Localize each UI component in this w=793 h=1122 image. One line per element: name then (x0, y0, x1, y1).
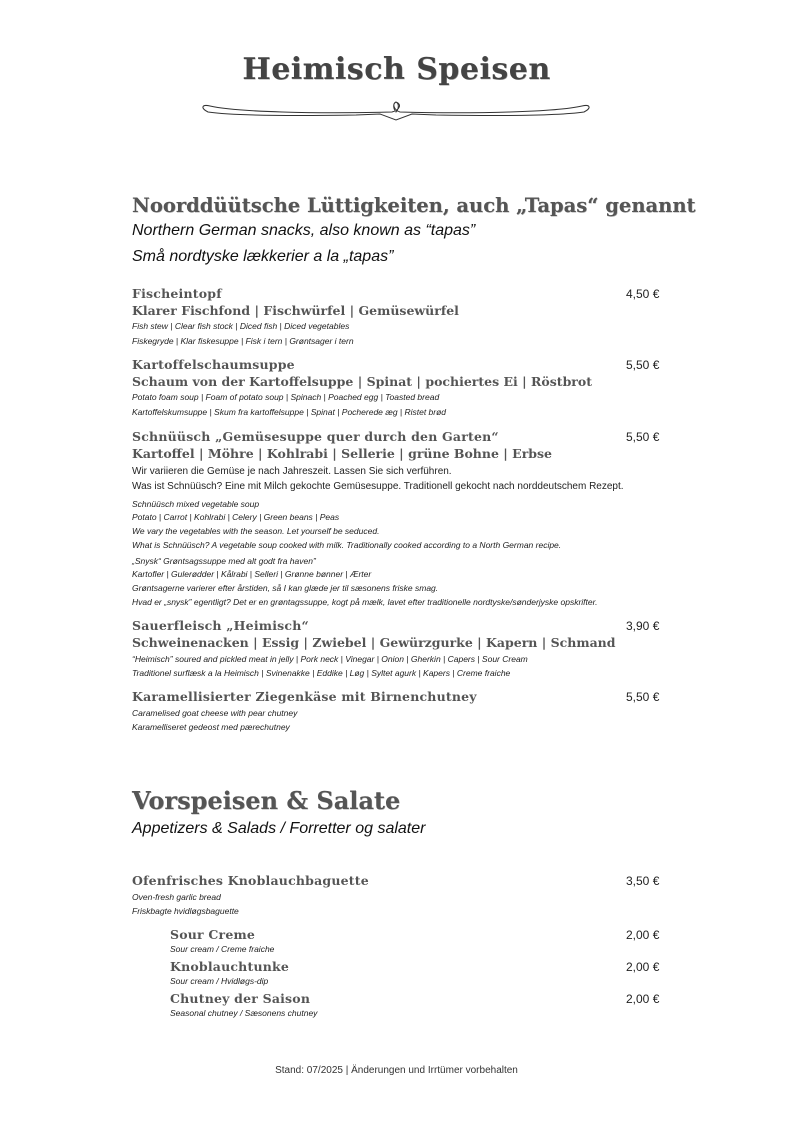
item-desc-en: Caramelised goat cheese with pear chutney (132, 708, 298, 718)
page-title: Heimisch Speisen (242, 52, 551, 87)
item-desc-da: Traditionel surflæsk a la Heimisch | Svinenakke | Eddike | Løg | Syltet agurk | Kapers | Creme fraiche (132, 668, 511, 678)
item-ingredients: Kartoffel | Möhre | Kohlrabi | Sellerie | grüne Bohne | Erbse (132, 446, 553, 461)
item-ingredients: Schaum von der Kartoffelsuppe | Spinat | pochiertes Ei | Röstbrot (132, 374, 593, 389)
item-desc-en: Fish stew | Clear fish stock | Diced fish | Diced vegetables (132, 321, 350, 331)
item-name: Sour Creme (170, 927, 256, 942)
item-name: Kartoffelschaumsuppe (132, 357, 295, 372)
item-note: Wir variieren die Gemüse je nach Jahreszeit. Lassen Sie sich verführen. (132, 466, 452, 477)
item-price: 5,50 € (626, 430, 660, 444)
item-name: Chutney der Saison (170, 991, 311, 1006)
item-desc: Seasonal chutney / Sæsonens chutney (170, 1008, 318, 1018)
item-desc: Sour cream / Hvidløgs-dip (170, 976, 269, 986)
item-price: 3,50 € (626, 874, 660, 888)
item-desc-en: Oven-fresh garlic bread (132, 892, 221, 902)
item-desc-en: Potato foam soup | Foam of potato soup | Spinach | Poached egg | Toasted bread (132, 392, 440, 402)
item-desc-en: “Heimisch” soured and pickled meat in jelly | Pork neck | Vinegar | Onion | Gherkin | Capers | Sour Cream (132, 654, 528, 664)
item-name: Fischeintopf (132, 286, 222, 301)
item-desc-da: Kartofler | Gulerødder | Kålrabi | Selleri | Grønne bønner | Ærter (132, 569, 372, 579)
item-name: Karamellisierter Ziegenkäse mit Birnenchutney (132, 689, 477, 704)
item-price: 5,50 € (626, 358, 660, 372)
item-desc-en: Potato | Carrot | Kohlrabi | Celery | Green beans | Peas (132, 512, 340, 522)
item-note: Was ist Schnüüsch? Eine mit Milch gekochte Gemüsesuppe. Traditionell gekocht nach norddeutschem Rezept. (132, 481, 624, 492)
item-name: Schnüüsch „Gemüsesuppe quer durch den Garten“ (132, 429, 499, 444)
item-desc-da: Fiskegryde | Klar fiskesuppe | Fisk i tern | Grøntsager i tern (132, 336, 354, 346)
item-desc-da: Kartoffelskumsuppe | Skum fra kartoffelsuppe | Spinat | Pocherede æg | Ristet brød (132, 407, 447, 417)
item-desc-da: „Snysk“ Grøntsagssuppe med alt godt fra haven” (132, 556, 316, 566)
item-desc: Sour cream / Creme fraiche (170, 944, 275, 954)
item-price: 2,00 € (626, 928, 660, 942)
section-subtitle-da: Små nordtyske lækkerier a la „tapas” (132, 248, 394, 265)
section-title-tapas: Noorddüütsche Lüttigkeiten, auch „Tapas“ genannt (132, 194, 696, 217)
item-price: 3,90 € (626, 619, 660, 633)
section-subtitle-en: Northern German snacks, also known as “tapas” (132, 222, 476, 239)
item-desc-da: Hvad er „snysk” egentligt? Det er en grøntagssuppe, kogt på mælk, lavet efter traditionelle nordtyske/sønderjyske opskrifter. (132, 597, 598, 607)
item-desc-da: Karamelliseret gedeost med pærechutney (132, 722, 290, 732)
item-desc-en: We vary the vegetables with the season. Let yourself be seduced. (132, 526, 380, 536)
section-subtitle: Appetizers & Salads / Forretter og salater (132, 820, 426, 837)
item-desc-da: Friskbagte hvidløgsbaguette (132, 906, 239, 916)
item-price: 5,50 € (626, 690, 660, 704)
item-price: 4,50 € (626, 287, 660, 301)
item-ingredients: Schweinenacken | Essig | Zwiebel | Gewürzgurke | Kapern | Schmand (132, 635, 616, 650)
footer-note: Stand: 07/2025 | Änderungen und Irrtümer vorbehalten (275, 1065, 518, 1076)
section-title-appetizers: Vorspeisen & Salate (132, 786, 401, 815)
item-price: 2,00 € (626, 960, 660, 974)
item-price: 2,00 € (626, 992, 660, 1006)
item-desc-en: Schnüüsch mixed vegetable soup (132, 499, 260, 509)
item-desc-en: What is Schnüüsch? A vegetable soup cooked with milk. Traditionally cooked according to a North German recipe. (132, 540, 562, 550)
item-name: Sauerfleisch „Heimisch“ (132, 618, 309, 633)
item-desc-da: Grøntsagerne varierer efter årstiden, så I kan glæde jer til sæsonens friske smag. (132, 583, 439, 593)
item-name: Knoblauchtunke (170, 959, 290, 974)
item-ingredients: Klarer Fischfond | Fischwürfel | Gemüsewürfel (132, 303, 459, 318)
item-name: Ofenfrisches Knoblauchbaguette (132, 873, 369, 888)
flourish-divider (196, 98, 596, 126)
